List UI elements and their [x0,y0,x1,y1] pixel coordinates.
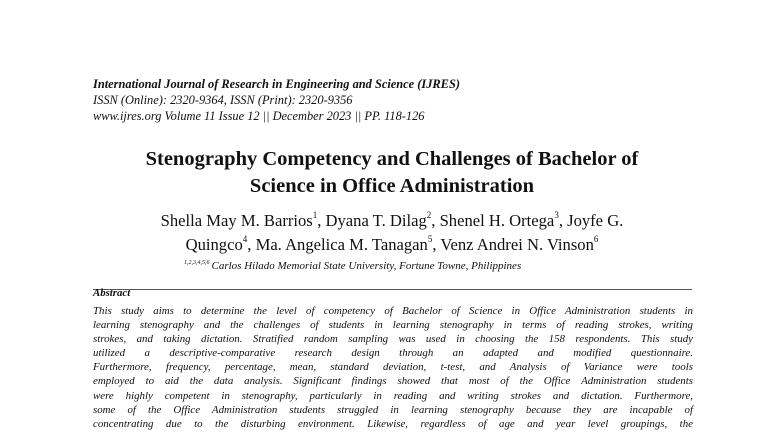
author-name: Ma. Angelica M. Tanagan [255,235,428,254]
author-name: Venz Andrei N. Vinson [440,235,594,254]
abstract-divider [93,289,692,290]
abstract-line: learning stenography and the challenges of students in learning stenography in terms of reading strokes, writing [93,319,693,332]
journal-issue-line: www.ijres.org Volume 11 Issue 12 || December 2023 || PP. 118-126 [93,109,425,123]
author-name: Shenel H. Ortega [439,211,555,230]
abstract-line: some of the Office Administration students struggled in learning stenography because they are incapable of [93,403,693,416]
journal-issn: ISSN (Online): 2320-9364, ISSN (Print): 2320-9356 [93,93,353,107]
author-line-2 [70,233,714,257]
author-affiliation-number: 6 [593,234,599,245]
abstract-line: were highly competent in stenography, particularly in reading and writing strokes and dictation. Furthermore, [93,389,693,402]
author-separator: , Joyfe G. [558,211,624,230]
paper-title-line-2: Science in Office Administration [249,175,535,197]
affiliation-text: Carlos Hilado Memorial State University, Fortune Towne, Philippines [211,260,522,272]
abstract-line: Furthermore, frequency, percentage, mean, standard deviation, t-test, and Analysis of Variance were tools [93,361,693,374]
author-affiliation-number: 3 [554,210,559,221]
author-list [70,209,714,257]
author-separator: , [247,235,256,254]
abstract-heading: Abstract [93,287,131,299]
abstract-line: concentrating due to the disturbing environment. Likewise, regardless of age and year level groupings, the [93,417,693,430]
paper-title-line-1: Stenography Competency and Challenges of Bachelor of [145,148,639,170]
abstract-line: employed to aid the data analysis. Significant findings showed that most of the Office Administration students [93,375,693,388]
author-name: Shella May M. Barrios [160,211,313,230]
abstract-body [93,304,693,431]
author-separator: , [431,211,440,230]
journal-header [93,76,693,124]
paper-title [60,146,724,200]
affiliation-numbers: 1,2,3,4,5,6 [184,260,210,266]
journal-name: International Journal of Research in Engineering and Science (IJRES) [93,77,460,91]
abstract-line: strokes, and taking dictation. Stratified random sampling was used in choosing the 158 respondents. This study [93,333,693,346]
affiliation [184,256,614,273]
author-name: Quingco [185,235,243,254]
author-affiliation-number: 2 [426,210,432,221]
author-name: Dyana T. Dilag [325,211,427,230]
abstract-line: This study aims to determine the level of competency of Bachelor of Science in Office Administration students in [93,305,693,317]
author-affiliation-number: 4 [242,234,248,245]
author-line-1 [70,209,714,233]
author-affiliation-number: 1 [312,210,318,221]
author-affiliation-number: 5 [427,234,433,245]
author-separator: , [317,211,326,230]
author-separator: , [432,235,441,254]
abstract-line: utilized a descriptive-comparative research design through an adapted and modified questionnaire. [93,347,693,360]
